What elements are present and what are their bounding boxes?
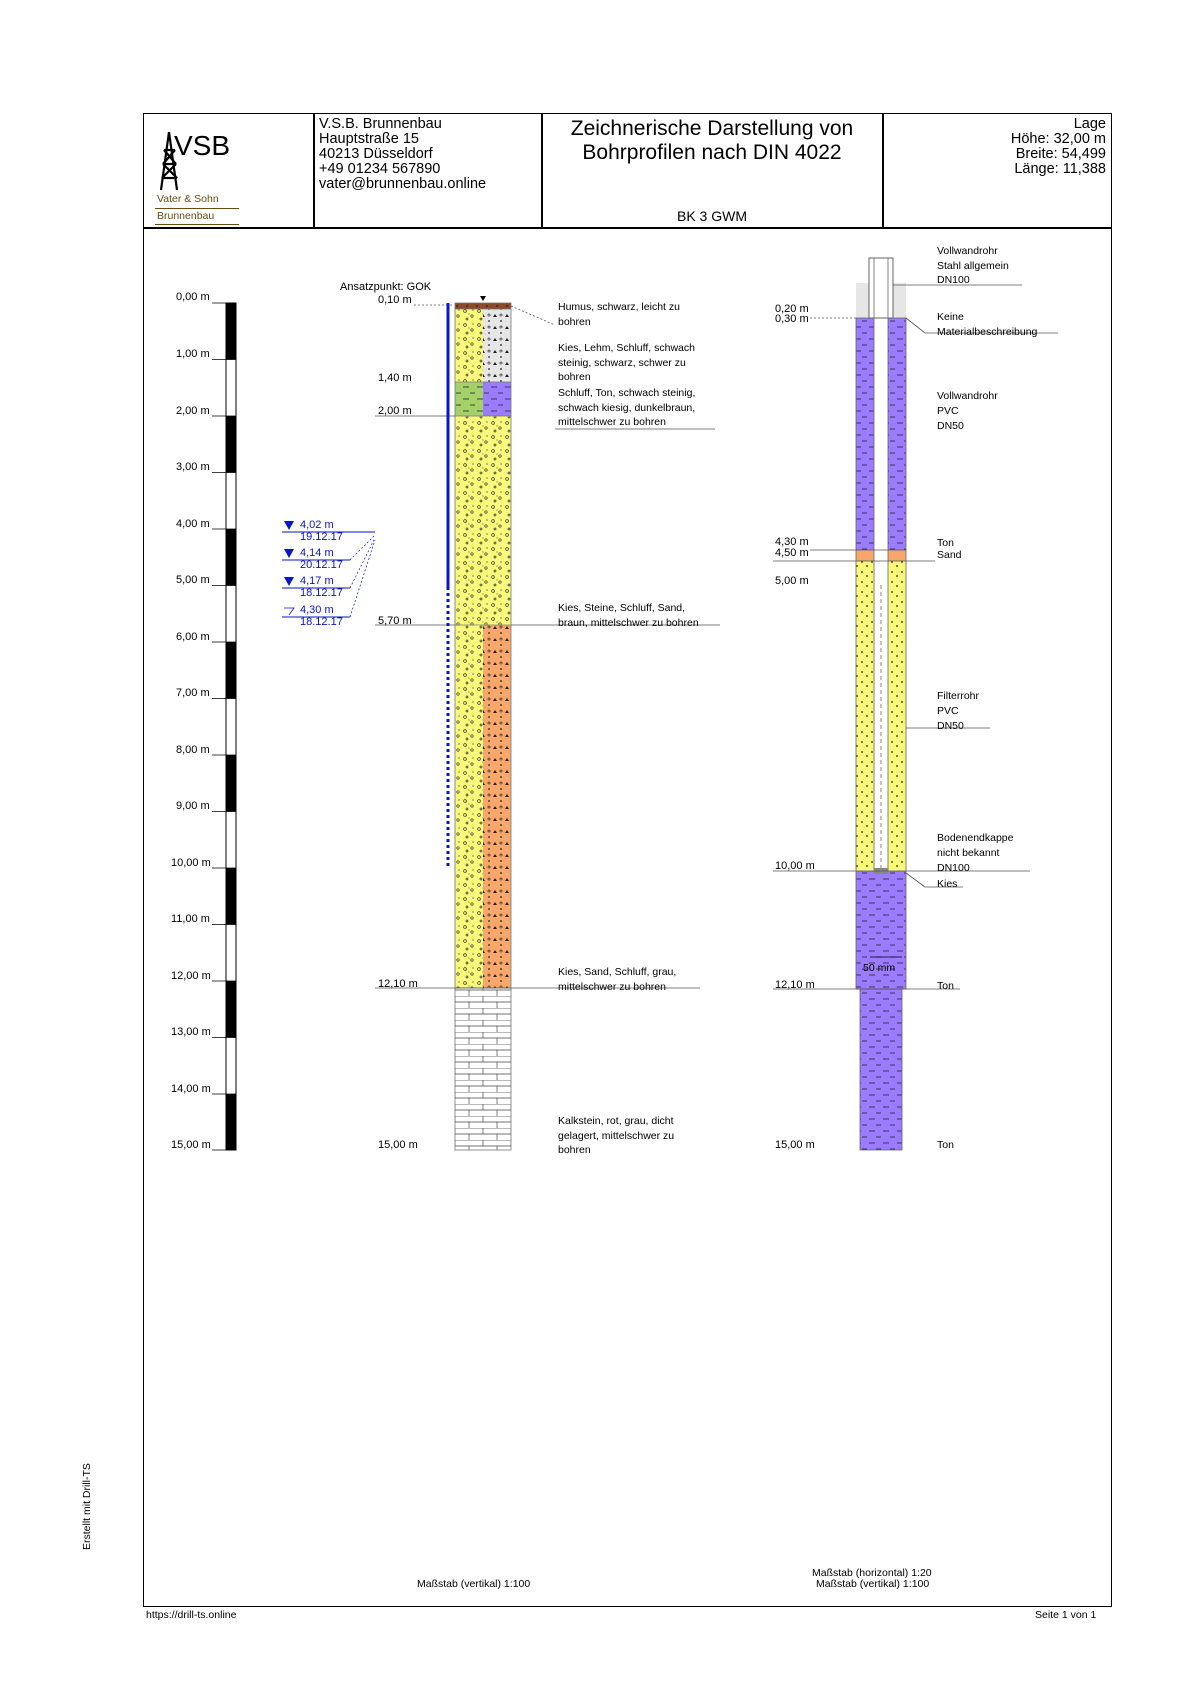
scale-tick-label: 9,00 m bbox=[176, 800, 210, 812]
well-label-ton: Ton bbox=[937, 1139, 954, 1151]
scale-tick-label: 11,00 m bbox=[171, 913, 210, 925]
well-depth-label: 4,30 m bbox=[775, 536, 809, 548]
scale-tick-label: 0,00 m bbox=[176, 291, 210, 303]
well-label-pvc-pipe bbox=[937, 389, 998, 434]
well-label-no-material bbox=[937, 310, 1037, 340]
layer-description bbox=[558, 300, 680, 329]
title-line2: Bohrprofilen nach DIN 4022 bbox=[582, 141, 842, 164]
company-street: Hauptstraße 15 bbox=[319, 131, 419, 147]
desc-line: Schluff, Ton, schwach steinig, bbox=[558, 387, 696, 399]
water-level-date: 18.12.17 bbox=[300, 616, 343, 628]
layer-description bbox=[558, 1114, 674, 1158]
desc-line: mittelschwer zu bohren bbox=[558, 980, 666, 993]
water-level-depth: 4,30 m bbox=[300, 604, 334, 616]
well-construction bbox=[856, 258, 906, 1150]
scale-tick-label: 5,00 m bbox=[176, 574, 210, 586]
desc-line: gelagert, mittelschwer zu bbox=[558, 1129, 675, 1142]
well-label-line: DN100 bbox=[937, 862, 970, 874]
profile-depth-label: 15,00 m bbox=[378, 1139, 418, 1151]
well-depth-label: 12,10 m bbox=[775, 979, 815, 991]
desc-line: schwach kiesig, dunkelbraun, bbox=[558, 401, 696, 414]
created-with: Erstellt mit Drill-TS bbox=[81, 1463, 93, 1550]
well-label-line: Vollwandrohr bbox=[937, 390, 998, 402]
scale-tick-label: 10,00 m bbox=[171, 857, 211, 869]
well-label-line: Stahl allgemein bbox=[937, 259, 1009, 272]
well-label-cap bbox=[937, 831, 1014, 876]
logo-line2: Brunnenbau bbox=[157, 210, 215, 222]
well-label-line: Bodenendkappe bbox=[937, 832, 1014, 844]
well-label-line: DN50 bbox=[937, 420, 964, 432]
scale-vertical-right: Maßstab (vertikal) 1:100 bbox=[816, 1578, 930, 1590]
water-level-depth: 4,14 m bbox=[300, 547, 334, 559]
water-level-depth: 4,02 m bbox=[300, 519, 334, 531]
location-length: Länge: 11,388 bbox=[1014, 161, 1106, 177]
layer-description bbox=[558, 965, 676, 994]
well-label-ton: Ton bbox=[937, 537, 954, 549]
desc-line: bohren bbox=[558, 371, 591, 383]
well-label-line: Filterrohr bbox=[937, 690, 980, 702]
scale-tick-label: 3,00 m bbox=[176, 461, 210, 473]
company-phone: +49 01234 567890 bbox=[319, 161, 441, 177]
desc-line: Humus, schwarz, leicht zu bbox=[558, 301, 680, 313]
footer-url: https://drill-ts.online bbox=[146, 1609, 237, 1621]
page-number: Seite 1 von 1 bbox=[1035, 1609, 1097, 1621]
water-level-date: 19.12.17 bbox=[300, 531, 343, 543]
desc-line: Kies, Sand, Schluff, grau, bbox=[558, 966, 677, 978]
well-depth-label: 15,00 m bbox=[775, 1139, 815, 1151]
desc-line: mittelschwer zu bohren bbox=[558, 416, 666, 428]
well-label-line: nicht bekannt bbox=[937, 847, 1000, 859]
scale-tick-label: 7,00 m bbox=[176, 687, 210, 699]
well-depth-label: 5,00 m bbox=[775, 575, 809, 587]
scale-tick-label: 1,00 m bbox=[176, 348, 210, 360]
location-label: Lage bbox=[1073, 116, 1106, 132]
well-depth-label: 10,00 m bbox=[775, 860, 815, 872]
bore-id: BK 3 GWM bbox=[676, 208, 747, 224]
scale-tick-label: 13,00 m bbox=[171, 1026, 211, 1038]
profile-depth-label: 2,00 m bbox=[378, 405, 412, 417]
well-label-kies: Kies bbox=[937, 878, 958, 890]
logo-line1: Vater & Sohn bbox=[157, 193, 219, 205]
scale-tick-label: 15,00 m bbox=[171, 1139, 211, 1151]
well-diameter-label: 50 mm bbox=[863, 962, 896, 974]
company-name: V.S.B. Brunnenbau bbox=[319, 116, 442, 132]
scale-tick-label: 14,00 m bbox=[171, 1083, 211, 1095]
well-label-sand: Sand bbox=[937, 549, 962, 561]
profile-depth-label: 12,10 m bbox=[378, 978, 418, 990]
scale-horizontal-right: Maßstab (horizontal) 1:20 bbox=[812, 1567, 932, 1579]
layer-description bbox=[558, 601, 699, 630]
well-label-filter bbox=[937, 689, 979, 734]
well-label-line: PVC bbox=[937, 705, 959, 717]
desc-line: Kies, Steine, Schluff, Sand, bbox=[558, 602, 686, 614]
desc-line: Kalkstein, rot, grau, dicht bbox=[558, 1115, 674, 1127]
desc-line: steinig, schwarz, schwer zu bbox=[558, 356, 686, 369]
layer-description bbox=[558, 386, 695, 430]
profile-depth-label: 0,10 m bbox=[378, 294, 412, 306]
desc-line: Kies, Lehm, Schluff, schwach bbox=[558, 342, 695, 354]
water-level-date: 20.12.17 bbox=[300, 559, 343, 571]
location-width: Breite: 54,499 bbox=[1015, 146, 1106, 162]
well-label-line: DN50 bbox=[937, 720, 964, 732]
well-depth-label: 0,30 m bbox=[775, 313, 809, 325]
bore-profile-column bbox=[455, 296, 511, 1150]
well-leader-lines bbox=[773, 285, 1058, 989]
title-line1: Zeichnerische Darstellung von bbox=[570, 117, 854, 140]
well-label-line: Keine bbox=[937, 311, 964, 323]
well-depth-label: 4,50 m bbox=[775, 547, 809, 559]
scale-tick-label: 8,00 m bbox=[176, 744, 210, 756]
scale-tick-label: 6,00 m bbox=[176, 631, 210, 643]
location-height: Höhe: 32,00 m bbox=[1010, 131, 1106, 147]
desc-line: braun, mittelschwer zu bohren bbox=[558, 616, 699, 629]
scale-tick-label: 12,00 m bbox=[171, 970, 211, 982]
water-level-depth: 4,17 m bbox=[300, 575, 334, 587]
well-label-line: PVC bbox=[937, 405, 959, 417]
well-label-ton: Ton bbox=[937, 980, 954, 992]
profile-depth-label: 1,40 m bbox=[378, 372, 412, 384]
layer-description bbox=[558, 341, 695, 385]
profile-start-label: Ansatzpunkt: GOK bbox=[340, 281, 432, 293]
desc-line: bohren bbox=[558, 1144, 591, 1156]
scale-tick-label: 4,00 m bbox=[176, 518, 210, 530]
profile-depth-label: 5,70 m bbox=[378, 615, 412, 627]
desc-line: bohren bbox=[558, 315, 591, 328]
company-city: 40213 Düsseldorf bbox=[319, 146, 433, 162]
well-label-top-pipe bbox=[937, 244, 1009, 288]
logo-text: VSB bbox=[174, 130, 231, 161]
well-label-line: DN100 bbox=[937, 274, 970, 286]
depth-scale-bar bbox=[212, 303, 236, 1151]
well-label-line: Materialbeschreibung bbox=[937, 326, 1038, 338]
well-label-line: Vollwandrohr bbox=[937, 245, 998, 257]
well-depth-label: 0,20 m bbox=[775, 303, 809, 315]
company-email: vater@brunnenbau.online bbox=[319, 176, 487, 192]
scale-tick-label: 2,00 m bbox=[176, 405, 210, 417]
scale-vertical-left: Maßstab (vertikal) 1:100 bbox=[417, 1578, 531, 1590]
water-level-date: 18.12.17 bbox=[300, 587, 343, 599]
